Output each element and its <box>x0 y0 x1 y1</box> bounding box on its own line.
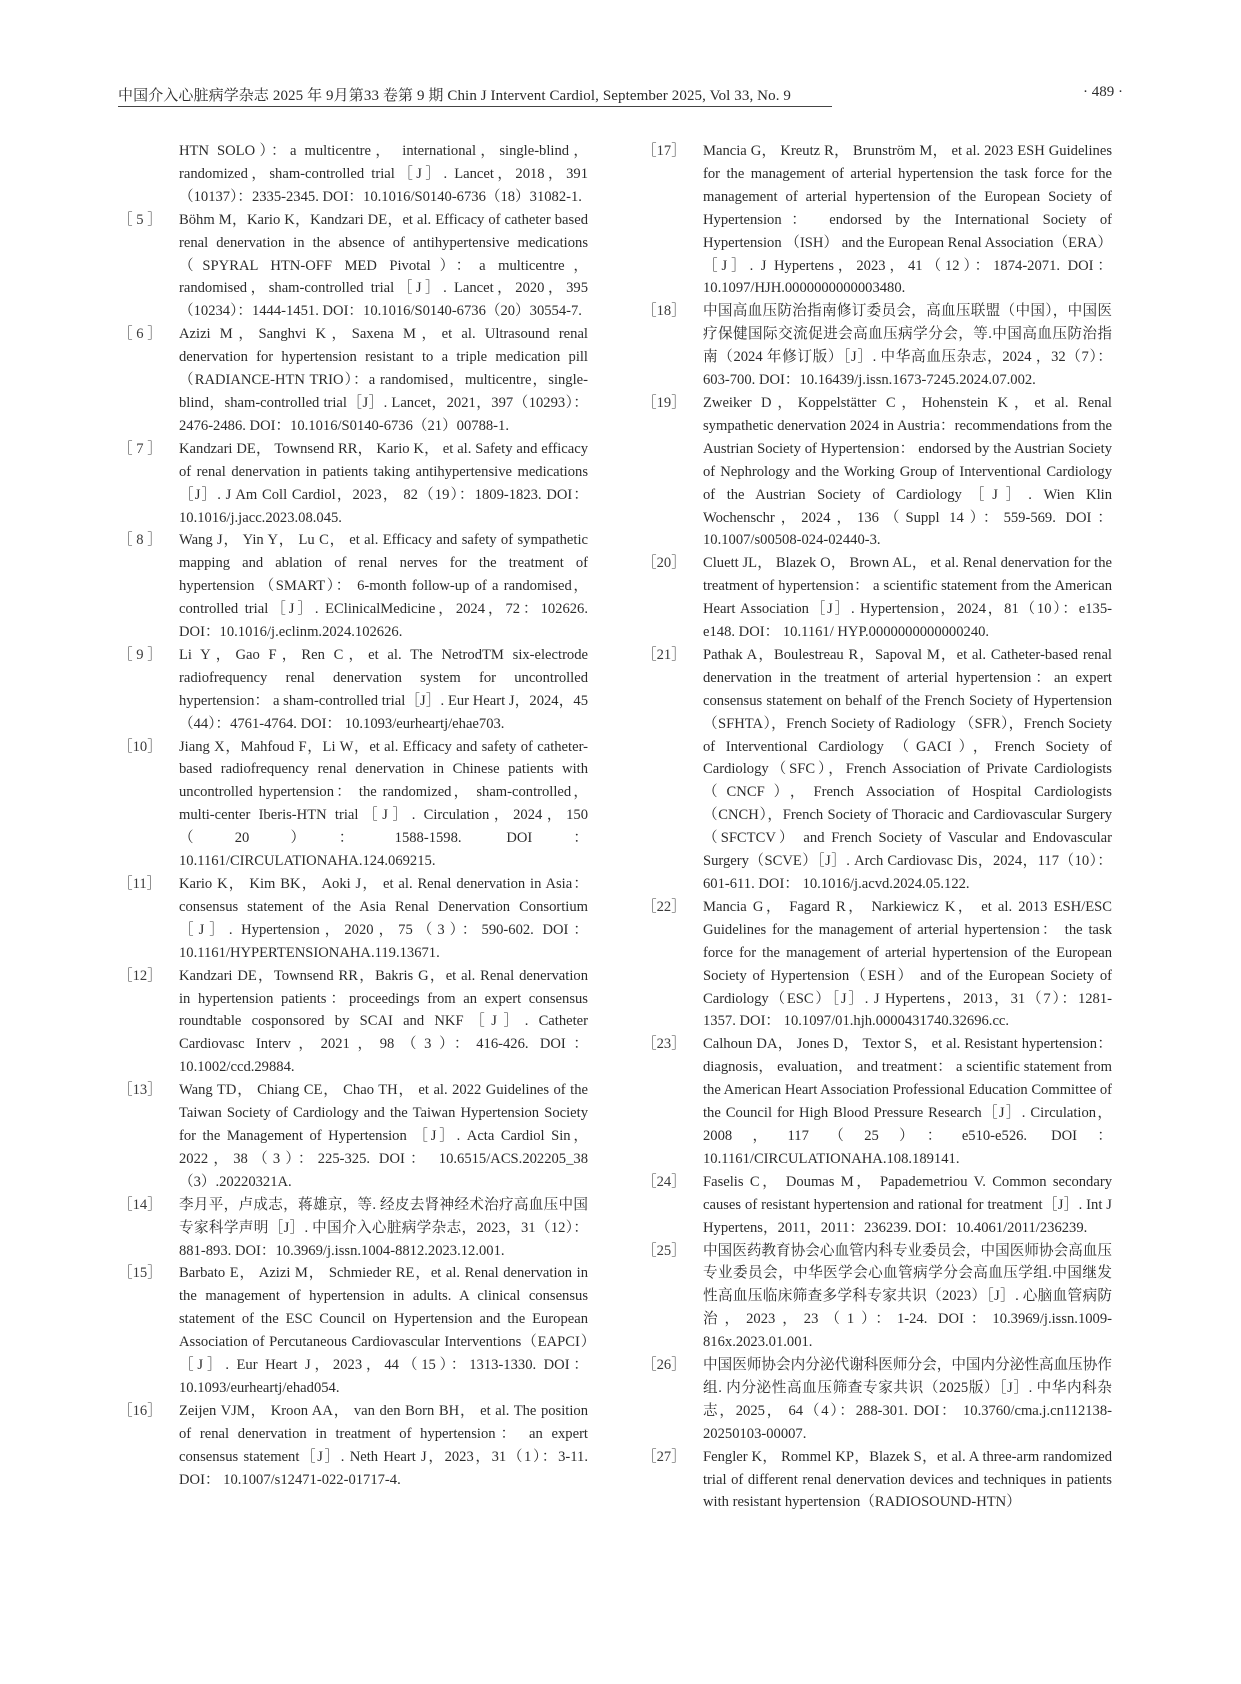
reference-text: Faselis C， Doumas M， Papademetriou V. Common secondary causes of resistant hypertension and rational for treatment［J］. Int J Hypertens，2011，2011：236239. DOI：10.4061/2011/236239. <box>703 1173 1112 1236</box>
reference-number: ［ 6 ］ <box>118 326 162 343</box>
reference-number: ［23］ <box>642 1036 686 1053</box>
reference-number: ［11］ <box>118 876 162 892</box>
reference-number: ［15］ <box>118 1265 162 1282</box>
page-number: · 489 · <box>1083 84 1123 100</box>
reference-entry <box>118 1079 588 1194</box>
reference-text: Mancia G， Fagard R， Narkiewicz K， et al. 2013 ESH/ESC Guidelines for the management of arterial hypertension： the task force for the management of arterial hypertension of the European Society of Hypertension（ESH） and of the European Society of Cardiology（ESC）［J］. J Hypertens，2013，31（7）：1281-1357. DOI： 10.1097/01.hjh.0000431740.32696.cc. <box>703 898 1112 1030</box>
journal-citation: 中国介入心脏病学杂志 2025 年 9月第33 卷第 9 期 Chin J Intervent Cardiol, September 2025, Vol 33, No. 9 <box>118 88 792 104</box>
reference-entry <box>118 965 588 1080</box>
reference-entry <box>118 529 588 644</box>
reference-number: ［14］ <box>118 1196 162 1213</box>
reference-entry <box>642 1446 1112 1515</box>
reference-text: Barbato E， Azizi M， Schmieder RE，et al. Renal denervation in the management of hypertension in adults. A clinical consensus statement of the ESC Council on Hypertension and the European Association of Percutaneous Cardiovascular Interventions（EAPCI）［J］. Eur Heart J，2023，44（15）：1313-1330. DOI： 10.1093/eurheartj/ehad054. <box>179 1265 588 1396</box>
reference-number: ［ 7 ］ <box>118 440 162 457</box>
reference-entry <box>118 1194 588 1263</box>
reference-entry <box>642 1240 1112 1355</box>
reference-entry <box>118 736 588 873</box>
reference-number: ［ 5 ］ <box>118 211 162 228</box>
reference-column-left <box>118 140 588 1491</box>
reference-entry <box>642 896 1112 1033</box>
reference-text: Li Y，Gao F，Ren C，et al. The NetrodTM six-electrode radiofrequency renal denervation system for uncontrolled hypertension： a sham-controlled trial［J］. Eur Heart J，2024，45（44）：4761-4764. DOI： 10.1093/eurheartj/ehae703. <box>179 646 588 732</box>
reference-text: HTN SOLO）：a multicentre， international，single-blind，randomized，sham-controlled trial［J］. Lancet，2018，391（10137）：2335-2345. DOI：10.1016/S0140-6736（18）31082-1. <box>179 143 588 205</box>
reference-number: ［17］ <box>642 143 686 159</box>
reference-text: 中国高血压防治指南修订委员会，高血压联盟（中国），中国医疗保健国际交流促进会高血压病学分会，等.中国高血压防治指南（2024 年修订版）［J］. 中华高血压杂志，2024 ，32（7）：603-700. DOI：10.16439/j.issn.1673-7245.2024.07.002. <box>703 303 1112 389</box>
reference-entry <box>118 438 588 530</box>
reference-number: ［25］ <box>642 1242 686 1259</box>
reference-entry <box>118 644 588 736</box>
reference-entry <box>118 140 588 209</box>
reference-entry <box>642 1171 1112 1240</box>
reference-number: ［20］ <box>642 555 686 572</box>
reference-entry <box>642 300 1112 392</box>
reference-number: ［18］ <box>642 303 686 320</box>
reference-number: ［12］ <box>118 967 162 984</box>
reference-text: Azizi M，Sanghvi K，Saxena M，et al. Ultrasound renal denervation for hypertension resistant to a triple medication pill（RADIANCE-HTN TRIO）：a randomised，multicentre，single-blind，sham-controlled trial［J］. Lancet，2021，397（10293）：2476-2486. DOI：10.1016/S0140-6736（21）00788-1. <box>179 326 588 434</box>
reference-text: Calhoun DA， Jones D， Textor S， et al. Resistant hypertension： diagnosis， evaluation， and treatment： a scientific statement from the American Heart Association Professional Education Committee of the Council for High Blood Pressure Research［J］. Circulation，2008，117（25）：e510-e526. DOI： 10.1161/CIRCULATIONAHA.108.189141. <box>703 1036 1112 1167</box>
reference-number: ［13］ <box>118 1082 162 1099</box>
reference-entry <box>118 323 588 438</box>
reference-text: 中国医师协会内分泌代谢科医师分会，中国内分泌性高血压协作组. 内分泌性高血压筛查专家共识（2025版）［J］. 中华内科杂志，2025， 64（4）：288-301. DOI： 10.3760/cma.j.cn112138-20250103-00007. <box>703 1357 1112 1442</box>
reference-entry <box>642 552 1112 644</box>
reference-text: Fengler K， Rommel KP，Blazek S，et al. A three-arm randomized trial of different renal denervation devices and techniques in patients with resistant hypertension（RADIOSOUND-HTN） <box>703 1448 1112 1511</box>
reference-text: Cluett JL， Blazek O， Brown AL， et al. Renal denervation for the treatment of hypertension： a scientific statement from the American Heart Association［J］. Hypertension，2024，81（10）：e135-e148. DOI： 10.1161/ HYP.0000000000000240. <box>703 555 1112 641</box>
reference-column-right <box>642 140 1112 1514</box>
reference-text: Wang TD， Chiang CE， Chao TH， et al. 2022 Guidelines of the Taiwan Society of Cardiology and the Taiwan Hypertension Society for the Management of Hypertension ［J］. Acta Cardiol Sin，2022，38（3）：225-325. DOI： 10.6515/ACS.202205_38（3）.20220321A. <box>179 1082 588 1190</box>
reference-entry <box>642 392 1112 552</box>
reference-text: 李月平，卢成志，蒋雄京，等. 经皮去肾神经术治疗高血压中国专家科学声明［J］. 中国介入心脏病学杂志，2023，31（12）：881-893. DOI：10.3969/j.issn.1004-8812.2023.12.001. <box>179 1196 588 1259</box>
header-rule <box>118 106 832 107</box>
reference-entry <box>642 644 1112 896</box>
reference-text: Zeijen VJM， Kroon AA， van den Born BH， et al. The position of renal denervation in treatment of hypertension： an expert consensus statement［J］. Neth Heart J，2023，31（1）：3-11. DOI： 10.1007/s12471-022-01717-4. <box>179 1402 588 1488</box>
reference-text: Jiang X，Mahfoud F，Li W，et al. Efficacy and safety of catheter-based radiofrequency renal denervation in Chinese patients with uncontrolled hypertension： the randomized， sham-controlled，multi-center Iberis-HTN trial［J］. Circulation，2024，150（20）：1588-1598. DOI： 10.1161/CIRCULATIONAHA.124.069215. <box>179 738 588 870</box>
reference-entry <box>118 1262 588 1399</box>
reference-entry <box>118 209 588 324</box>
reference-number: ［24］ <box>642 1173 686 1190</box>
reference-number: ［16］ <box>118 1402 162 1419</box>
running-header <box>118 84 1123 106</box>
reference-number: ［ 9 ］ <box>118 646 162 663</box>
reference-number: ［22］ <box>642 898 686 915</box>
reference-entry <box>642 1354 1112 1446</box>
reference-number: ［27］ <box>642 1448 686 1465</box>
reference-text: Böhm M，Kario K，Kandzari DE，et al. Efficacy of catheter based renal denervation in the absence of antihypertensive medications（SPYRAL HTN-OFF MED Pivotal）：a multicentre，randomised，sham-controlled trial［J］. Lancet，2020，395（10234）：1444-1451. DOI：10.1016/S0140-6736（20）30554-7. <box>179 211 588 320</box>
reference-number: ［10］ <box>118 738 162 755</box>
reference-entry <box>118 1400 588 1492</box>
reference-text: Kandzari DE， Townsend RR， Kario K， et al. Safety and efficacy of renal denervation in patients taking antihypertensive medications［J］. J Am Coll Cardiol，2023， 82（19）：1809-1823. DOI：10.1016/j.jacc.2023.08.045. <box>179 440 588 526</box>
reference-text: 中国医药教育协会心血管内科专业委员会，中国医师协会高血压专业委员会，中华医学会心血管病学分会高血压学组.中国继发性高血压临床筛查多学科专家共识（2023）［J］. 心脑血管病防治，2023，23（1）：1-24. DOI：10.3969/j.issn.1009-816x.2023.01.001. <box>703 1242 1112 1351</box>
reference-text: Pathak A，Boulestreau R，Sapoval M，et al. Catheter-based renal denervation in the treatment of arterial hypertension：an expert consensus statement on behalf of the French Society of Hypertension（SFHTA），French Society of Radiology （SFR），French Society of Interventional Cardiology （GACI），French Society of Cardiology（SFC），French Association of Private Cardiologists（CNCF），French Association of Hospital Cardiologists（CNCH），French Society of Thoracic and Cardiovascular Surgery（SFCTCV） and French Society of Vascular and Endovascular Surgery（SCVE）［J］. Arch Cardiovasc Dis，2024，117（10）：601-611. DOI： 10.1016/j.acvd.2024.05.122. <box>703 646 1112 892</box>
reference-number: ［ 8 ］ <box>118 532 162 549</box>
reference-entry <box>642 1033 1112 1170</box>
reference-number: ［21］ <box>642 646 686 663</box>
reference-text: Kario K， Kim BK， Aoki J， et al. Renal denervation in Asia：consensus statement of the Asia Renal Denervation Consortium［J］. Hypertension，2020，75（3）：590-602. DOI：10.1161/HYPERTENSIONAHA.119.13671. <box>179 876 588 961</box>
reference-text: Mancia G， Kreutz R， Brunström M， et al. 2023 ESH Guidelines for the management of arterial hypertension the task force for the management of arterial hypertension of the European Society of Hypertension： endorsed by the International Society of Hypertension （ISH） and the European Renal Association（ERA）［J］. J Hypertens，2023，41（12）：1874-2071. DOI： 10.1097/HJH.0000000000003480. <box>703 143 1112 297</box>
reference-entry <box>642 140 1112 300</box>
reference-text: Wang J， Yin Y， Lu C， et al. Efficacy and safety of sympathetic mapping and ablation of renal nerves for the treatment of hypertension （SMART）： 6-month follow-up of a randomised， controlled trial［J］. EClinicalMedicine，2024，72：102626. DOI：10.1016/j.eclinm.2024.102626. <box>179 532 588 641</box>
reference-number: ［19］ <box>642 394 686 411</box>
reference-number: ［26］ <box>642 1357 686 1374</box>
reference-text: Zweiker D，Koppelstätter C，Hohenstein K，et al. Renal sympathetic denervation 2024 in Austria：recommendations from the Austrian Society of Hypertension： endorsed by the Austrian Society of Nephrology and the Working Group of Interventional Cardiology of the Austrian Society of Cardiology［J］. Wien Klin Wochenschr，2024，136（Suppl 14）：559-569. DOI：10.1007/s00508-024-02440-3. <box>703 394 1112 549</box>
reference-text: Kandzari DE，Townsend RR，Bakris G，et al. Renal denervation in hypertension patients：proceedings from an expert consensus roundtable cosponsored by SCAI and NKF［J］. Catheter Cardiovasc Interv，2021，98（3）：416-426. DOI： 10.1002/ccd.29884. <box>179 967 588 1076</box>
reference-entry <box>118 873 588 965</box>
